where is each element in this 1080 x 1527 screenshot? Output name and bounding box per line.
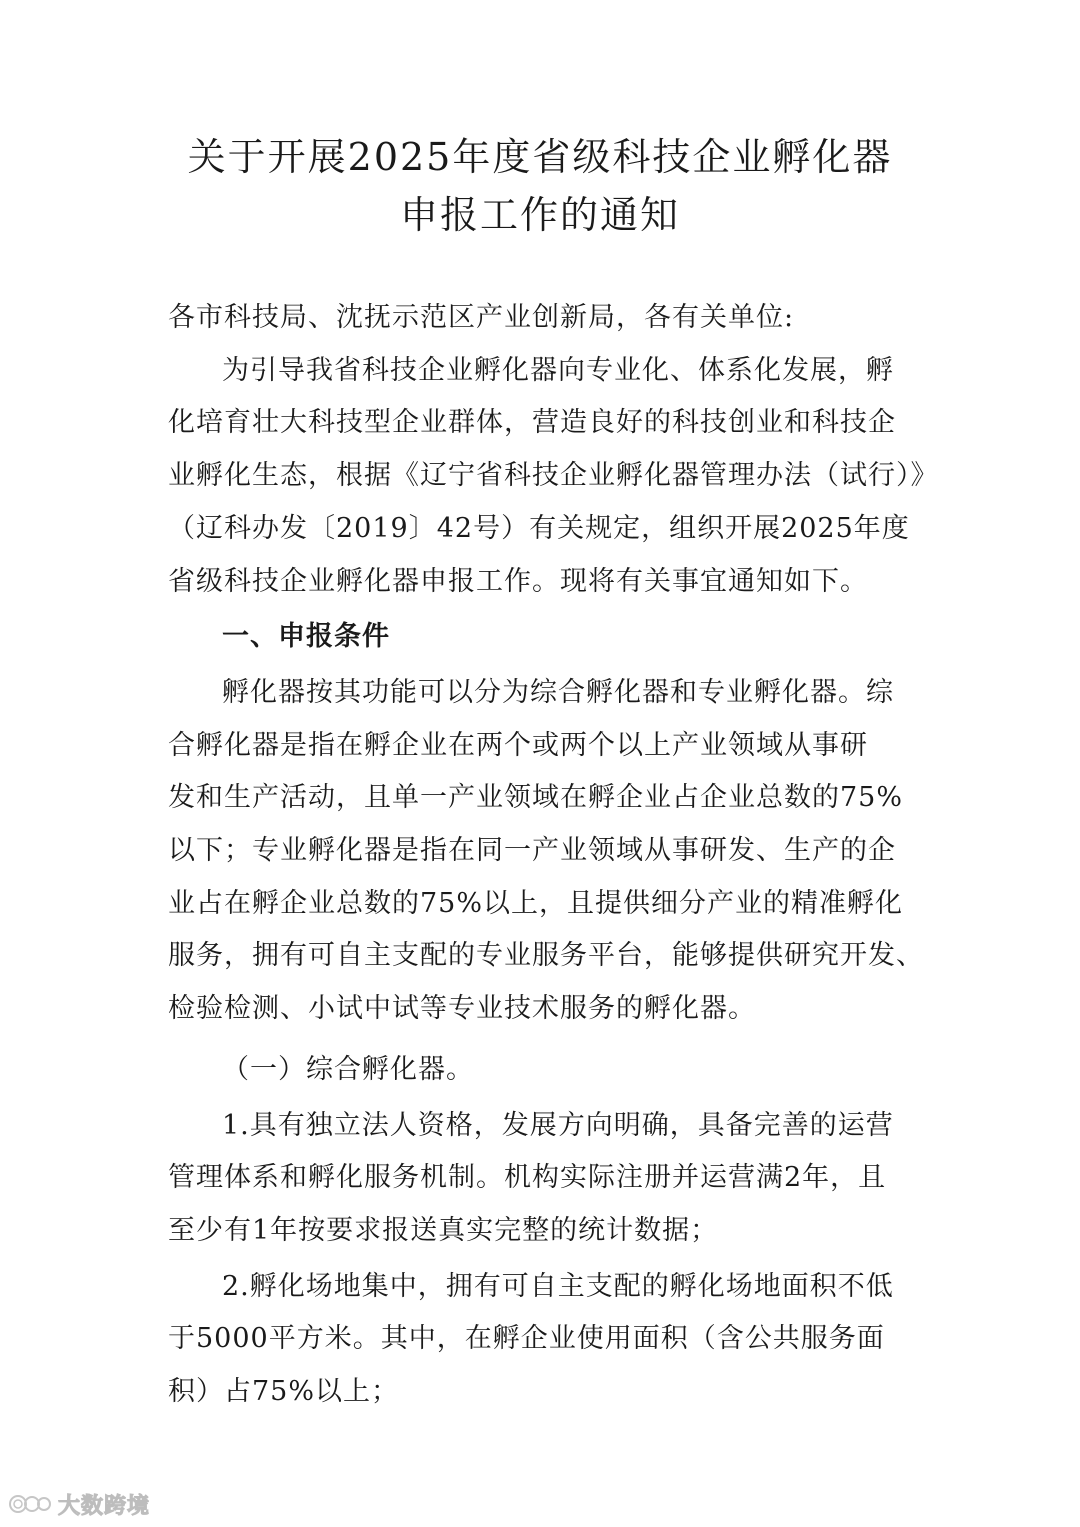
intro-line: 为引导我省科技企业孵化器向专业化、体系化发展，孵 (222, 354, 894, 386)
intro-line: 省级科技企业孵化器申报工作。现将有关事宜通知如下。 (168, 565, 868, 597)
watermark (8, 1489, 150, 1519)
salutation: 各市科技局、沈抚示范区产业创新局，各有关单位: (168, 302, 795, 333)
section1-line: 以下；专业孵化器是指在同一产业领域从事研发、生产的企 (168, 835, 896, 867)
intro-paragraph (168, 345, 939, 609)
intro-line: 化培育壮大科技型企业群体，营造良好的科技创业和科技企 (168, 407, 896, 439)
title-line-2: 申报工作的通知 (399, 193, 680, 237)
intro-line: （辽科办发〔2019〕42号）有关规定，组织开展2025年度 (168, 512, 910, 544)
section1-line: 业占在孵企业总数的75%以上，且提供细分产业的精准孵化 (168, 887, 904, 919)
title-line-1: 关于开展2025年度省级科技企业孵化器 (187, 135, 893, 179)
subsection-heading: （一）综合孵化器。 (222, 1053, 474, 1085)
item-2-line: 于5000平方米。其中，在孵企业使用面积（含公共服务面 (168, 1323, 885, 1355)
document-title (0, 128, 1080, 244)
item-2-line: 2.孵化场地集中，拥有可自主支配的孵化场地面积不低 (222, 1270, 894, 1302)
intro-line: 业孵化生态，根据《辽宁省科技企业孵化器管理办法（试行）》 (168, 460, 939, 492)
item-2-line: 积）占75%以上； (168, 1376, 400, 1408)
watermark-text: 大数跨境 (58, 1493, 151, 1519)
item-2 (168, 1261, 918, 1419)
section1-line: 发和生产活动，且单一产业领域在孵企业占企业总数的75% (168, 782, 904, 814)
document-body (168, 292, 939, 1419)
section1-line: 孵化器按其功能可以分为综合孵化器和专业孵化器。综 (222, 676, 894, 708)
section1-line: 服务，拥有可自主支配的专业服务平台，能够提供研究开发、 (168, 940, 924, 972)
section1-paragraph (168, 667, 924, 1036)
item-1-line: 至少有1年按要求报送真实完整的统计数据； (168, 1214, 719, 1246)
section-heading: 一、申报条件 (222, 621, 390, 653)
item-1 (168, 1100, 918, 1258)
item-1-line: 管理体系和孵化服务机制。机构实际注册并运营满2年，且 (168, 1162, 887, 1194)
item-1-line: 1.具有独立法人资格，发展方向明确，具备完善的运营 (222, 1109, 894, 1141)
swirl-logo-icon (8, 1492, 52, 1516)
section1-line: 检验检测、小试中试等专业技术服务的孵化器。 (168, 993, 756, 1025)
section1-line: 合孵化器是指在孵企业在两个或两个以上产业领域从事研 (168, 729, 868, 761)
